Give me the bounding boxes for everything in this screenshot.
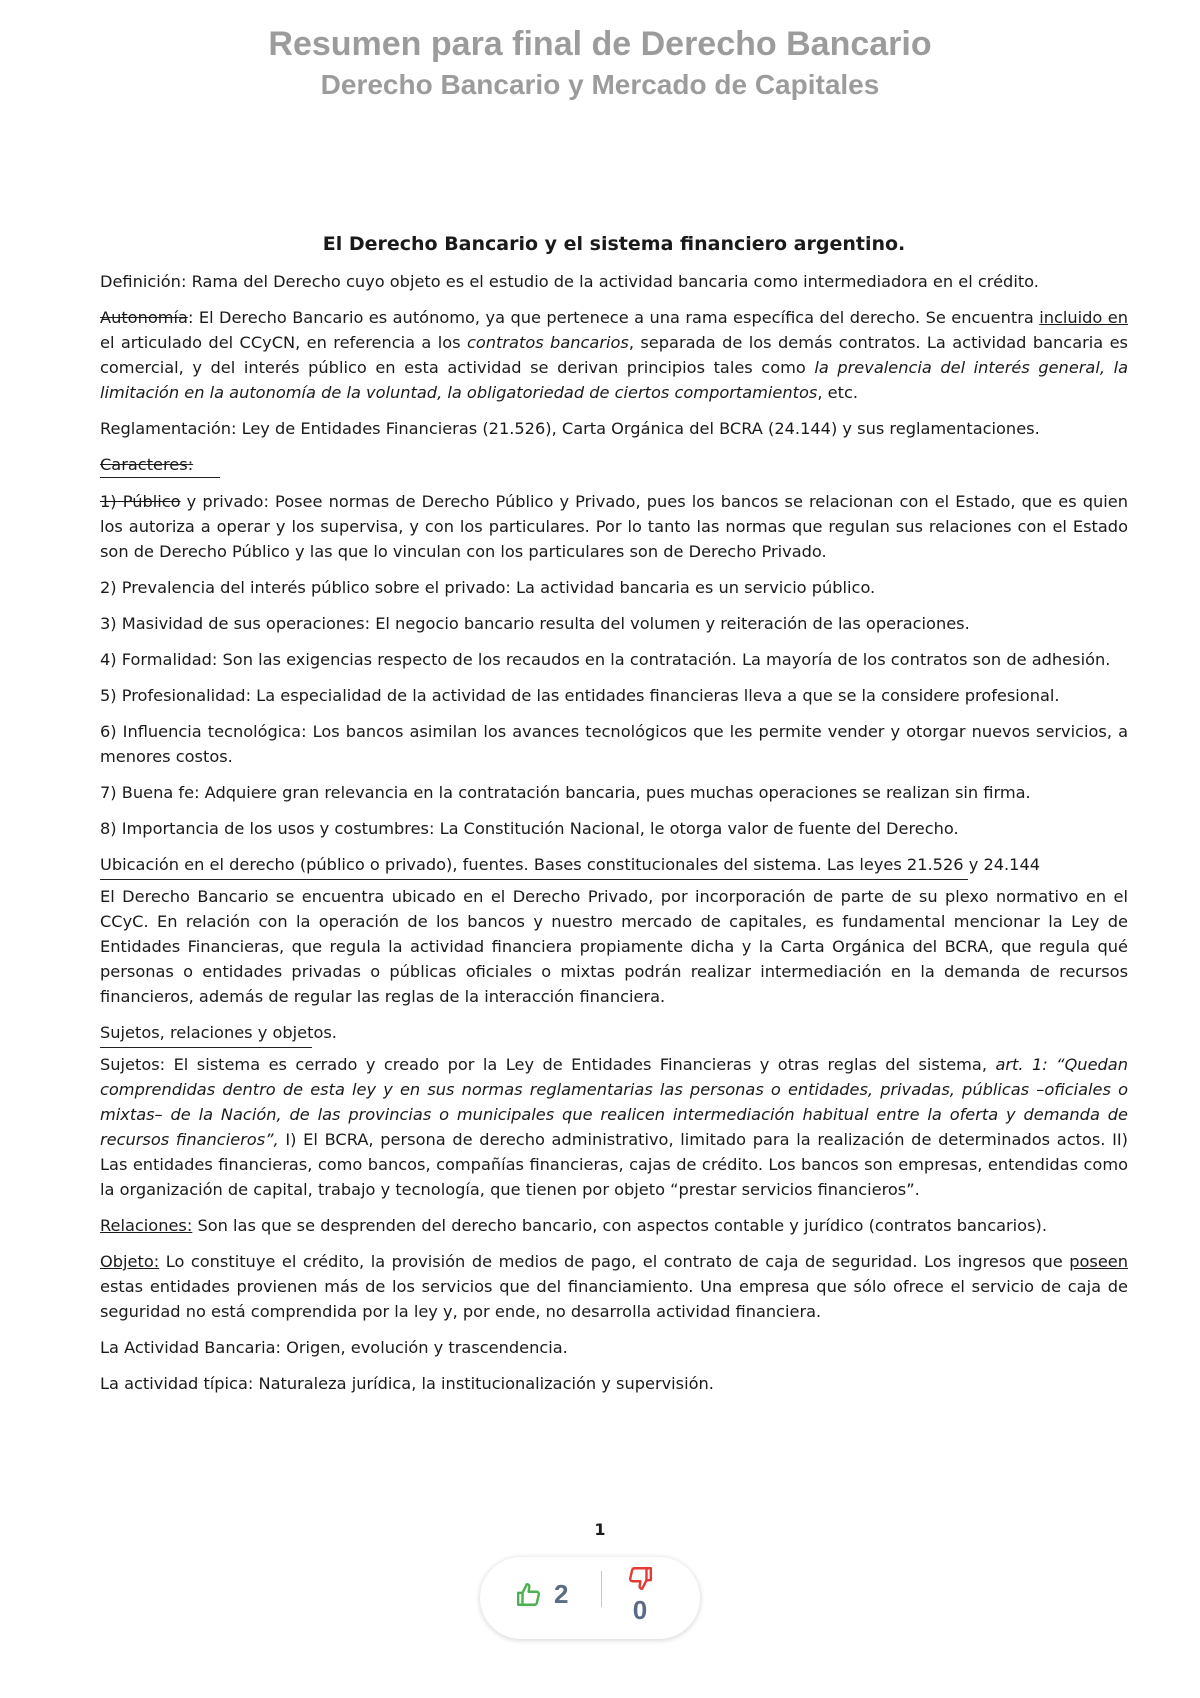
text-objeto-underline: poseen [1069, 1252, 1128, 1271]
text-autonomia-2: el articulado del CCyCN, en referencia a los [100, 333, 467, 352]
thumbs-up-icon [516, 1582, 542, 1608]
label-caracteres: Caracteres: [100, 452, 220, 478]
caracter-item: 5) Profesionalidad: La especialidad de la actividad de las entidades financieras lleva a que se la considere profesional. [100, 686, 1060, 705]
document-title: Resumen para final de Derecho Bancario [268, 25, 932, 63]
text-autonomia-italic-2: la prevalencia del interés general, la limitación en la autonomía de la voluntad, la obligatoriedad de ciertos comportamientos [100, 358, 1128, 402]
heading-sujetos: Sujetos, relaciones y objetos. [100, 1023, 337, 1042]
paragraph-definicion [100, 269, 1128, 294]
paragraph-reglamentacion [100, 416, 1128, 441]
divider [100, 879, 968, 880]
caracter-item: 7) Buena fe: Adquiere gran relevancia en la contratación bancaria, pues muchas operaciones se realizan sin firma. [100, 783, 1031, 802]
paragraph-sujetos [100, 1052, 1128, 1202]
paragraph-caracteres [100, 452, 1128, 478]
label-definicion: Definición: [100, 272, 187, 291]
text-autonomia-1: : El Derecho Bancario es autónomo, ya que pertenece a una rama específica del derecho. Se encuentra [187, 308, 1040, 327]
caracter-item [100, 489, 1128, 564]
document-header [0, 22, 1200, 104]
thumbs-down-icon [627, 1565, 653, 1591]
text-autonomia-3: , separada de los demás contratos. La actividad bancaria es comercial, y del interés público en esta actividad se derivan principios tales como [100, 333, 1128, 377]
caracter-item: 2) Prevalencia del interés público sobre el privado: La actividad bancaria es un servicio público. [100, 578, 876, 597]
heading-ubicacion: Ubicación en el derecho (público o privado), fuentes. Bases constitucionales del sistema. Las leyes 21.526 y 24.144 [100, 855, 1041, 874]
heading-actividad-bancaria: La Actividad Bancaria: Origen, evolución y trascendencia. [100, 1338, 568, 1357]
dislike-button[interactable] [620, 1565, 660, 1626]
text-autonomia-4: , etc. [817, 383, 858, 402]
text-autonomia-underline: incluido en [1039, 308, 1128, 327]
divider [100, 1047, 312, 1048]
text-sujetos-2: I) El BCRA, persona de derecho administrativo, limitado para la realización de determinados actos. II) Las entidades financieras, como bancos, compañías financieras, cajas de crédito. Los bancos son empresas, entendidas como la organización de capital, trabajo y tecnología, que tienen por objeto “prestar servicios financieros”. [100, 1130, 1128, 1199]
label-objeto: Objeto: [100, 1252, 160, 1271]
paragraph-relaciones [100, 1213, 1128, 1238]
text-sujetos-1: Sujetos: El sistema es cerrado y creado por la Ley de Entidades Financieras y otras reglas del sistema, [100, 1055, 996, 1074]
caracter-item: 4) Formalidad: Son las exigencias respecto de los recaudos en la contratación. La mayoría de los contratos son de adhesión. [100, 650, 1111, 669]
label-reglamentacion: Reglamentación: [100, 419, 237, 438]
text-autonomia-italic-1: contratos bancarios [466, 333, 629, 352]
text-objeto-2: estas entidades provienen más de los servicios que del financiamiento. Una empresa que sólo ofrece el servicio de caja de seguridad no está comprendida por la ley y, por ende, no desarrolla actividad financiera. [100, 1277, 1128, 1321]
dislike-count: 0 [632, 1595, 648, 1625]
vote-divider [601, 1571, 602, 1607]
label-autonomia: Autonomía [100, 308, 188, 327]
document-page [100, 232, 1128, 1407]
caracter-item: 8) Importancia de los usos y costumbres: La Constitución Nacional, le otorga valor de fuente del Derecho. [100, 819, 959, 838]
section-title: El Derecho Bancario y el sistema financiero argentino. [322, 233, 906, 255]
caracter-item: 6) Influencia tecnológica: Los bancos asimilan los avances tecnológicos que les permite vender y otorgar nuevos servicios, a menores costos. [100, 722, 1128, 766]
text-objeto-1: Lo constituye el crédito, la provisión de medios de pago, el contrato de caja de seguridad. Los ingresos que [159, 1252, 1070, 1271]
text-relaciones: Son las que se desprenden del derecho bancario, con aspectos contable y jurídico (contratos bancarios). [192, 1216, 1047, 1235]
page-number: 1 [594, 1520, 606, 1539]
caracter-item-strike: 1) Público [100, 492, 181, 511]
caracter-item: 3) Masividad de sus operaciones: El negocio bancario resulta del volumen y reiteración de las operaciones. [100, 614, 970, 633]
paragraph-objeto [100, 1249, 1128, 1324]
text-reglamentacion: Ley de Entidades Financieras (21.526), Carta Orgánica del BCRA (24.144) y sus reglamentaciones. [241, 419, 1040, 438]
vote-widget [480, 1557, 700, 1639]
document-subtitle: Derecho Bancario y Mercado de Capitales [320, 69, 880, 100]
heading-actividad-tipica: La actividad típica: Naturaleza jurídica, la institucionalización y supervisión. [100, 1374, 714, 1393]
paragraph-autonomia [100, 305, 1128, 405]
caracter-item-text: y privado: Posee normas de Derecho Público y Privado, pues los bancos se relacionan con el Estado, que es quien los autoriza a operar y los supervisa, y con los particulares. Por lo tanto las normas que regulan sus relaciones con el Estado son de Derecho Público y las que lo vinculan con los particulares son de Derecho Privado. [100, 492, 1129, 561]
like-count: 2 [554, 1579, 569, 1609]
text-sujetos-italic: art. 1: “Quedan comprendidas dentro de esta ley y en sus normas reglamentarias las personas o entidades, privadas, públicas –oficiales o mixtas– de la Nación, de las provincias o municipales que realicen intermediación habitual entre la oferta y demanda de recursos financieros”, [100, 1055, 1128, 1149]
text-definicion: Rama del Derecho cuyo objeto es el estudio de la actividad bancaria como intermediadora en el crédito. [191, 272, 1039, 291]
like-button[interactable] [516, 1579, 568, 1610]
paragraph-ubicacion: El Derecho Bancario se encuentra ubicado en el Derecho Privado, por incorporación de parte de su plexo normativo en el CCyC. En relación con la operación de los bancos y nuestro mercado de capitales, es fundamental mencionar la Ley de Entidades Financieras, que regula la actividad financiera propiamente dicha y la Carta Orgánica del BCRA, que regula qué personas o entidades privadas o públicas oficiales o mixtas podrán realizar intermediación en la demanda de recursos financieros, además de regular las reglas de la interacción financiera. [100, 887, 1128, 1006]
label-relaciones: Relaciones: [100, 1216, 193, 1235]
